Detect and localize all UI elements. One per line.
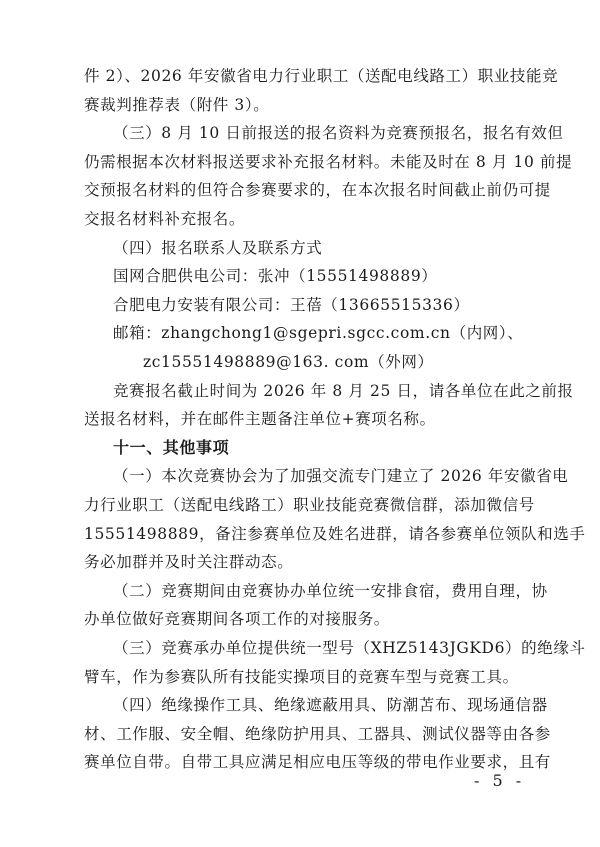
text-line: 臂车，作为参赛队所有技能实操项目的竞赛车型与竞赛工具。 bbox=[84, 667, 519, 686]
text-line: 交报名材料补充报名。 bbox=[84, 210, 246, 228]
section-heading: 十一、其他事项 bbox=[113, 437, 230, 457]
text-line: （四）绝缘操作工具、绝缘遮蔽用具、防潮苫布、现场通信器 bbox=[113, 696, 548, 715]
text-line: （一）本次竞赛协会为了加强交流专门建立了 2026 年安徽省电 bbox=[113, 467, 569, 486]
text-line: （二）竞赛期间由竞赛协办单位统一安排食宿，费用自理，协 bbox=[113, 581, 548, 600]
text-line: （三）竞赛承办单位提供统一型号（XHZ5143JGKD6）的绝缘斗 bbox=[113, 639, 586, 657]
text-line: 力行业职工（送配电线路工）职业技能竞赛微信群，添加微信号 bbox=[84, 496, 535, 514]
text-line: 交预报名材料的但符合参赛要求的，在本次报名时间截止前仍可提 bbox=[84, 181, 551, 200]
text-line: 赛单位自带。自带工具应满足相应电压等级的带电作业要求，且有 bbox=[84, 753, 551, 772]
section-subheading: （四）报名联系人及联系方式 bbox=[113, 238, 323, 257]
text-line: （三）8 月 10 日前报送的报名资料为竞赛预报名，报名有效但 bbox=[113, 124, 564, 143]
text-line: 仍需根据本次材料报送要求补充报名材料。未能及时在 8 月 10 前提 bbox=[84, 152, 573, 171]
text-line: 材、工作服、安全帽、绝缘防护用具、工器具、测试仪器等由各参 bbox=[84, 724, 551, 743]
contact-line: 国网合肥供电公司：张冲（15551498889） bbox=[113, 267, 438, 286]
text-line: 赛裁判推荐表（附件 3）。 bbox=[84, 95, 270, 114]
text-line: 竞赛报名截止时间为 2026 年 8 月 25 日，请各单位在此之前报 bbox=[113, 381, 574, 400]
page-number: - 5 - bbox=[474, 771, 526, 790]
text-line: 办单位做好竞赛期间各项工作的对接服务。 bbox=[84, 610, 390, 629]
text-line: 务必加群并及时关注群动态。 bbox=[84, 553, 294, 572]
text-line: 15551498889，备注参赛单位及姓名进群，请各参赛单位领队和选手 bbox=[84, 524, 586, 543]
text-line: 送报名材料，并在邮件主题备注单位+赛项名称。 bbox=[84, 410, 436, 429]
contact-line: 合肥电力安装有限公司：王蓓（13665515336） bbox=[113, 295, 470, 314]
email-line: zc15551498889@163. com（外网） bbox=[143, 353, 434, 371]
text-line: 件 2）、2026 年安徽省电力行业职工（送配电线路工）职业技能竞 bbox=[84, 67, 559, 85]
email-line: 邮箱：zhangchong1@sgepri.sgcc.com.cn（内网）、 bbox=[113, 324, 524, 343]
